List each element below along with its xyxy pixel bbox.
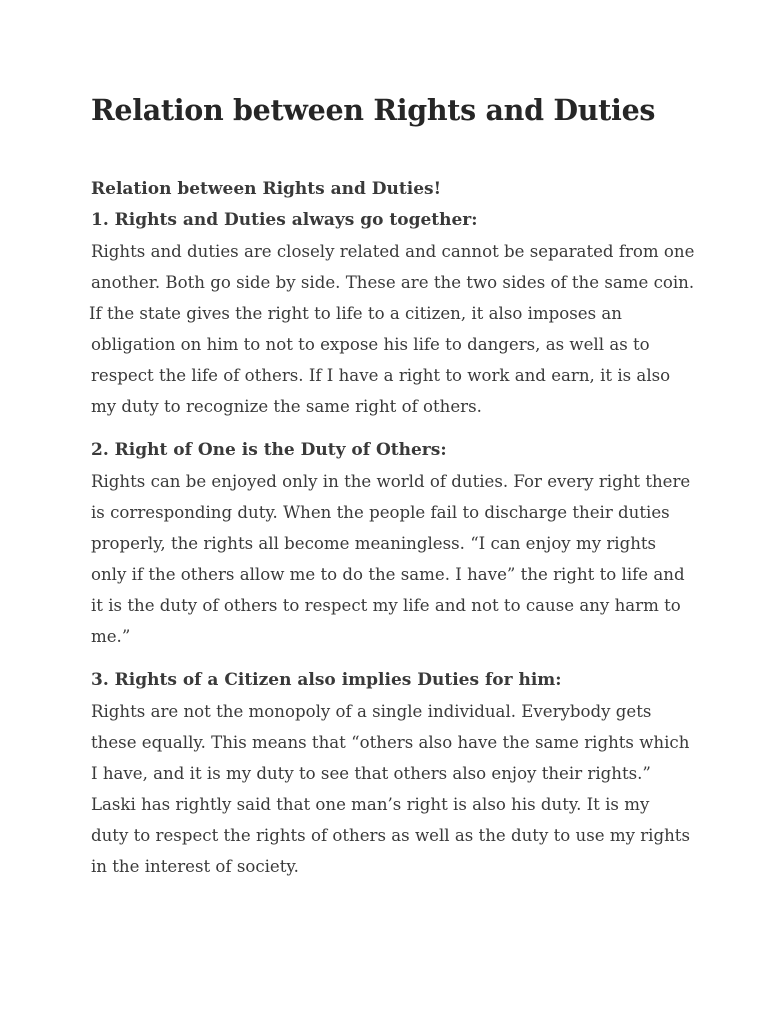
page-title: Relation between Rights and Duties <box>91 93 656 127</box>
section-body <box>89 236 695 422</box>
body-line: I have, and it is my duty to see that others also enjoy their rights.” <box>91 764 651 783</box>
body-line: is corresponding duty. When the people fail to discharge their duties <box>91 503 670 522</box>
section-body <box>91 696 691 882</box>
body-line: Rights are not the monopoly of a single individual. Everybody gets <box>91 702 652 721</box>
section-heading: 3. Rights of a Citizen also implies Duties for him: <box>91 670 562 690</box>
body-line: duty to respect the rights of others as well as the duty to use my rights <box>91 826 690 845</box>
section-heading: 1. Rights and Duties always go together: <box>91 210 478 230</box>
body-line: respect the life of others. If I have a right to work and earn, it is also <box>91 366 671 385</box>
body-line: only if the others allow me to do the same. I have” the right to life and <box>91 565 685 584</box>
body-line: Rights and duties are closely related and cannot be separated from one <box>91 242 695 261</box>
body-line: these equally. This means that “others also have the same rights which <box>91 733 690 752</box>
section-heading: 2. Right of One is the Duty of Others: <box>91 440 447 460</box>
section-body <box>91 466 691 652</box>
body-line: another. Both go side by side. These are the two sides of the same coin. <box>91 273 695 292</box>
body-line: me.” <box>91 627 131 646</box>
body-line: Rights can be enjoyed only in the world of duties. For every right there <box>91 472 691 491</box>
body-line: in the interest of society. <box>91 857 299 876</box>
body-line: If the state gives the right to life to a citizen, it also imposes an <box>89 304 622 323</box>
section-2 <box>91 435 691 652</box>
body-line: Laski has rightly said that one man’s right is also his duty. It is my <box>91 795 650 814</box>
section-1 <box>89 205 695 422</box>
body-line: obligation on him to not to expose his life to dangers, as well as to <box>91 335 650 354</box>
document-page <box>89 88 695 882</box>
body-line: it is the duty of others to respect my life and not to cause any harm to <box>91 596 681 615</box>
body-line: properly, the rights all become meaningless. “I can enjoy my rights <box>91 534 657 553</box>
intro-heading: Relation between Rights and Duties! <box>91 179 442 199</box>
body-line: my duty to recognize the same right of others. <box>91 397 482 416</box>
section-3 <box>91 665 691 882</box>
